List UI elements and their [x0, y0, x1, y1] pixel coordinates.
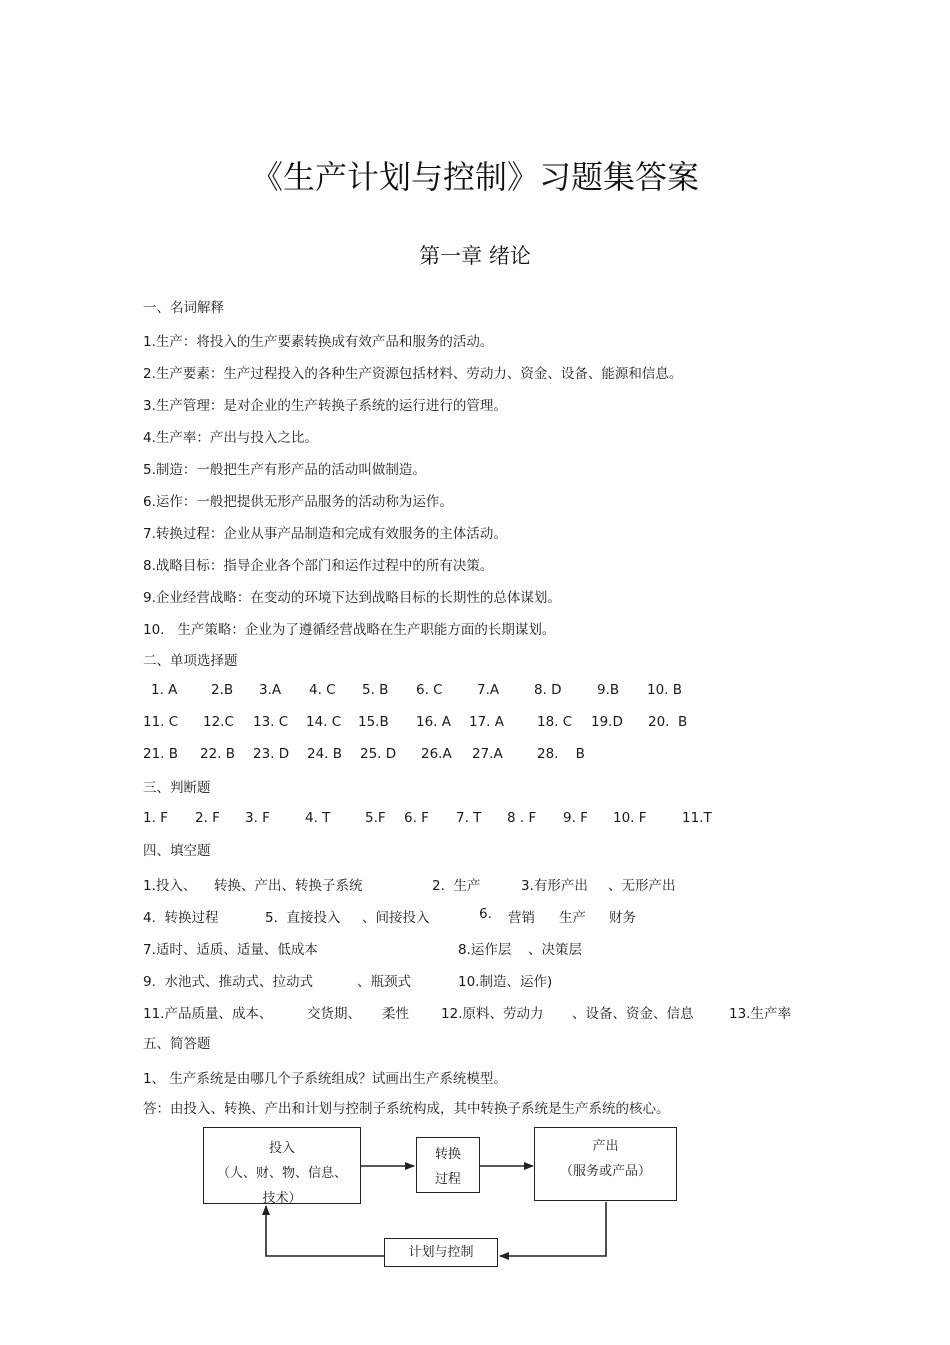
fill-answer: 3.有形产出 [521, 878, 588, 894]
choice-answer: 22. B [200, 746, 236, 762]
fill-answer: 交货期、 [307, 1006, 361, 1022]
fill-answer: 柔性 [382, 1006, 409, 1022]
fill-answer: 、无形产出 [608, 878, 676, 894]
choice-answer: 9.B [597, 682, 620, 698]
control-box-label: 计划与控制 [408, 1245, 474, 1260]
judge-answer: 9. F [563, 810, 588, 826]
fill-answer: 6. [479, 906, 492, 922]
input-box-line: 技术） [262, 1191, 302, 1206]
judge-answer: 11.T [682, 810, 712, 826]
fill-answer: 8.运作层 [458, 942, 512, 958]
document-title: 《生产计划与控制》习题集答案 [250, 158, 699, 196]
chapter-heading: 第一章 绪论 [419, 244, 531, 268]
judge-answer: 5.F [365, 810, 386, 826]
choice-answer: 20. B [648, 714, 688, 730]
arrow-control-to-input [266, 1206, 384, 1256]
choice-answer: 18. C [537, 714, 573, 730]
fill-answer: 1.投入、 [143, 878, 197, 894]
judge-answer: 7. T [456, 810, 482, 826]
fill-answer: 转换、产出、转换子系统 [214, 878, 363, 894]
section-heading-short-answer: 五、简答题 [143, 1036, 211, 1052]
choice-answer: 25. D [360, 746, 397, 762]
input-box-line: 投入 [268, 1141, 295, 1156]
choice-answer: 11. C [143, 714, 179, 730]
judge-answer: 4. T [305, 810, 331, 826]
fill-answer: 11.产品质量、成本、 [143, 1006, 273, 1022]
definition-item: 8.战略目标：指导企业各个部门和运作过程中的所有决策。 [143, 558, 494, 574]
definition-item: 1.生产：将投入的生产要素转换成有效产品和服务的活动。 [143, 334, 494, 350]
section-heading-fill: 四、填空题 [143, 843, 211, 859]
short-answer: 答：由投入、转换、产出和计划与控制子系统构成，其中转换子系统是生产系统的核心。 [143, 1101, 670, 1117]
judge-answer: 2. F [195, 810, 220, 826]
definition-item: 5.制造：一般把生产有形产品的活动叫做制造。 [143, 462, 426, 478]
fill-answer: 5. 直接投入 [265, 910, 341, 926]
choice-answer: 27.A [472, 746, 503, 762]
definition-item: 4.生产率：产出与投入之比。 [143, 430, 318, 446]
fill-answer: 7.适时、适质、适量、低成本 [143, 942, 318, 958]
choice-answer: 23. D [253, 746, 290, 762]
section-heading-choice: 二、单项选择题 [143, 653, 238, 669]
definition-item: 9.企业经营战略：在变动的环境下达到战略目标的长期性的总体谋划。 [143, 590, 561, 606]
fill-answer: 13.生产率 [729, 1006, 791, 1022]
choice-answer: 19.D [591, 714, 623, 730]
judge-answer: 1. F [143, 810, 168, 826]
output-box-line: （服务或产品） [559, 1164, 651, 1179]
definition-item: 6.运作：一般把提供无形产品服务的活动称为运作。 [143, 494, 453, 510]
choice-answer: 15.B [358, 714, 389, 730]
choice-answer: 10. B [647, 682, 683, 698]
input-box [203, 1127, 361, 1204]
fill-answer: 、设备、资金、信息 [572, 1006, 694, 1022]
judge-answer: 8 . F [507, 810, 537, 826]
section-heading-definitions: 一、名词解释 [143, 300, 224, 316]
definition-item: 3.生产管理：是对企业的生产转换子系统的运行进行的管理。 [143, 398, 507, 414]
choice-answer: 13. C [253, 714, 289, 730]
choice-answer: 21. B [143, 746, 179, 762]
definition-item: 2.生产要素：生产过程投入的各种生产资源包括材料、劳动力、资金、设备、能源和信息。 [143, 366, 683, 382]
control-box [384, 1238, 498, 1267]
fill-answer: 9. 水池式、推动式、拉动式 [143, 974, 313, 990]
choice-answer: 14. C [306, 714, 342, 730]
fill-answer: 、瓶颈式 [357, 974, 411, 990]
definition-item: 7.转换过程：企业从事产品制造和完成有效服务的主体活动。 [143, 526, 507, 542]
choice-answer: 3.A [259, 682, 282, 698]
transform-box-line: 转换 [434, 1147, 461, 1162]
choice-answer: 4. C [309, 682, 336, 698]
short-question: 1、 生产系统是由哪几个子系统组成？试画出生产系统模型。 [143, 1071, 507, 1087]
transform-box [416, 1137, 480, 1193]
choice-answer: 16. A [416, 714, 451, 730]
choice-answer: 8. D [534, 682, 562, 698]
fill-answer: 营销 [508, 910, 535, 926]
fill-answer: 生产 [559, 910, 586, 926]
choice-answer: 24. B [307, 746, 343, 762]
output-box [534, 1127, 677, 1201]
choice-answer: 7.A [477, 682, 500, 698]
fill-answer: 2. 生产 [432, 878, 481, 894]
fill-answer: 10.制造、运作) [458, 974, 553, 990]
judge-answer: 10. F [613, 810, 647, 826]
choice-answer: 12.C [203, 714, 234, 730]
choice-answer: 5. B [362, 682, 389, 698]
choice-answer: 28. B [537, 746, 585, 762]
fill-answer: 4. 转换过程 [143, 910, 219, 926]
fill-answer: 、决策层 [528, 942, 582, 958]
choice-answer: 26.A [421, 746, 452, 762]
transform-box-line: 过程 [434, 1172, 461, 1187]
arrow-output-to-control [500, 1202, 606, 1256]
choice-answer: 1. A [151, 682, 178, 698]
section-heading-judge: 三、判断题 [143, 780, 211, 796]
fill-answer: 、间接投入 [362, 910, 430, 926]
input-box-line: （人、财、物、信息、 [216, 1166, 347, 1181]
fill-answer: 财务 [609, 910, 636, 926]
choice-answer: 17. A [469, 714, 504, 730]
choice-answer: 2.B [211, 682, 234, 698]
choice-answer: 6. C [416, 682, 443, 698]
output-box-line: 产出 [592, 1139, 619, 1154]
fill-answer: 12.原料、劳动力 [441, 1006, 544, 1022]
judge-answer: 3. F [245, 810, 270, 826]
definition-item: 10. 生产策略：企业为了遵循经营战略在生产职能方面的长期谋划。 [143, 622, 556, 638]
judge-answer: 6. F [404, 810, 429, 826]
